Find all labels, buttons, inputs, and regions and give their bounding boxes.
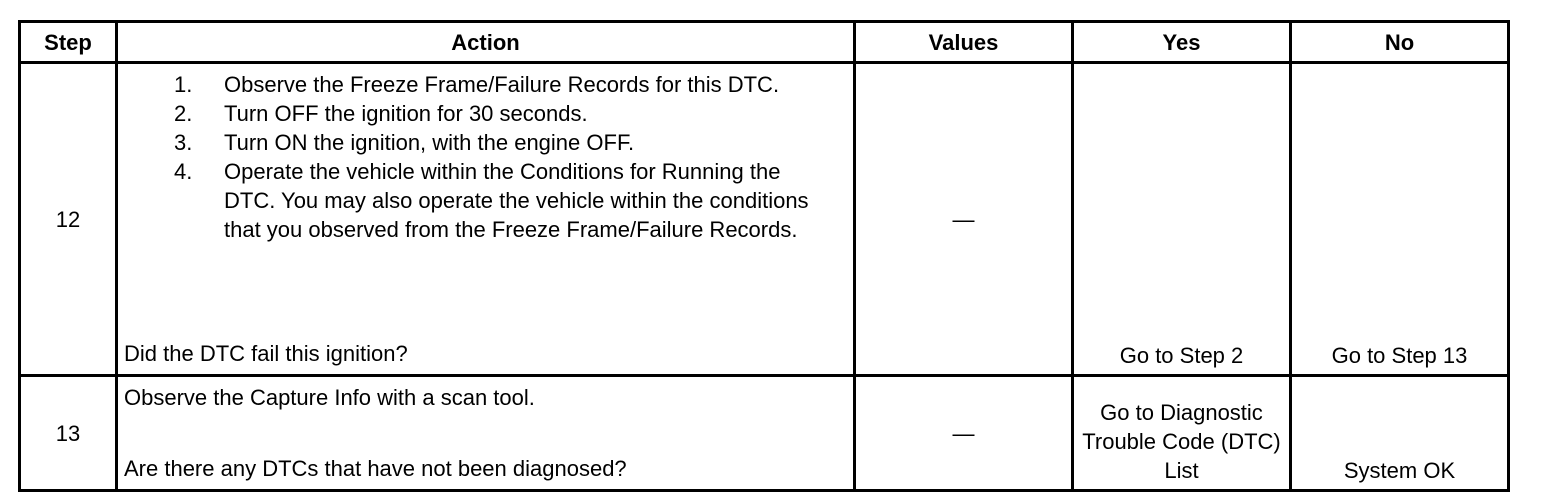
header-yes: Yes [1073, 22, 1291, 63]
header-step: Step [20, 22, 117, 63]
header-action: Action [117, 22, 855, 63]
step-item-number: 1. [174, 72, 193, 97]
list-item [118, 70, 853, 99]
action-question: Did the DTC fail this ignition? [124, 341, 408, 366]
step-number: 12 [20, 63, 117, 376]
list-item [118, 128, 853, 157]
table-row [20, 63, 1509, 376]
step-item-text: Observe the Freeze Frame/Failure Records for this DTC. [224, 72, 780, 97]
action-lead: Observe the Capture Info with a scan tool. [124, 385, 535, 410]
action-cell [117, 63, 855, 376]
step-item-number: 3. [174, 130, 193, 155]
list-item [118, 99, 853, 128]
no-cell: Go to Step 13 [1291, 63, 1509, 376]
step-item-text: Turn ON the ignition, with the engine OFF. [224, 130, 635, 155]
values-cell: — [855, 63, 1073, 376]
list-item [118, 157, 853, 244]
header-row [20, 22, 1509, 63]
diagnostic-table [18, 20, 1510, 492]
header-values: Values [855, 22, 1073, 63]
step-item-number: 4. [174, 159, 193, 184]
yes-cell: Go to Step 2 [1073, 63, 1291, 376]
table-row [20, 376, 1509, 491]
values-cell: — [855, 376, 1073, 491]
action-cell [117, 376, 855, 491]
action-steps-list [118, 66, 853, 244]
step-item-text: Turn OFF the ignition for 30 seconds. [224, 101, 588, 126]
step-item-text: Operate the vehicle within the Conditions for Running the DTC. You may also operate the vehicle within the conditions that you observed from the Freeze Frame/Failure Records. [224, 159, 809, 242]
yes-cell: Go to Diagnostic Trouble Code (DTC) List [1073, 376, 1291, 491]
header-no: No [1291, 22, 1509, 63]
step-item-number: 2. [174, 101, 193, 126]
no-cell: System OK [1291, 376, 1509, 491]
step-number: 13 [20, 376, 117, 491]
action-question: Are there any DTCs that have not been diagnosed? [124, 456, 627, 481]
